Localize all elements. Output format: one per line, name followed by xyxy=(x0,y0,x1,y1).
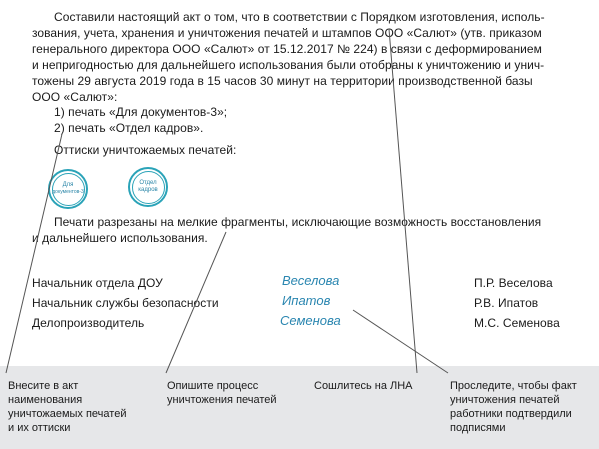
callout-note-line: наименования xyxy=(8,394,83,406)
handwritten-signature: Семенова xyxy=(280,313,341,328)
stamp-text: кадров xyxy=(138,187,158,193)
signer-name: М.С. Семенова xyxy=(474,316,560,330)
callout-note-line: уничтожаемых печатей xyxy=(8,408,127,420)
stamp-imprint xyxy=(128,167,168,207)
stamp-imprint xyxy=(48,169,88,209)
callout-note-line: уничтожения печатей xyxy=(167,394,277,406)
callout-note xyxy=(167,379,307,407)
paragraph-line: и непригодностью для дальнейшего использования были отобраны к уничтожению и унич- xyxy=(32,58,545,72)
imprints-label: Оттиски уничтожаемых печатей: xyxy=(54,143,237,157)
callout-note xyxy=(8,379,158,435)
signer-position: Начальник службы безопасности xyxy=(32,296,219,310)
handwritten-signature: Ипатов xyxy=(282,293,331,308)
callout-note xyxy=(450,379,595,435)
callout-note-line: и их оттиски xyxy=(8,422,71,434)
signer-position: Делопроизводитель xyxy=(32,316,145,330)
paragraph-line: генерального директора ООО «Салют» от 15.12.2017 № 224) в связи с деформированием xyxy=(32,42,542,56)
callout-note-line: работники подтвердили xyxy=(450,408,572,420)
callout-note-line: Опишите процесс xyxy=(167,380,259,392)
paragraph-line: ООО «Салют»: xyxy=(32,90,118,104)
list-item: 1) печать «Для документов-3»; xyxy=(54,105,228,119)
callout-note-line: Внесите в акт xyxy=(8,380,79,392)
callout-note-line: Проследите, чтобы факт xyxy=(450,380,577,392)
callout-note-line: уничтожения печатей xyxy=(450,394,560,406)
stamp-text: документов-3 xyxy=(52,189,84,195)
callout-note-line: подписями xyxy=(450,422,506,434)
signer-name: П.Р. Веселова xyxy=(474,276,553,290)
callout-note-line: Сошлитесь на ЛНА xyxy=(314,380,413,392)
stamp-inner xyxy=(52,173,85,206)
paragraph-line: Печати разрезаны на мелкие фрагменты, исключающие возможность восстановления xyxy=(54,215,542,229)
signer-name: Р.В. Ипатов xyxy=(474,296,539,310)
stamp-inner xyxy=(132,171,165,204)
paragraph-line: и дальнейшего использования. xyxy=(32,231,208,245)
annotation-footer xyxy=(0,366,599,449)
stamp-text: Отдел xyxy=(139,180,157,186)
paragraph-line: зования, учета, хранения и уничтожения печатей и штампов ООО «Салют» (утв. приказом xyxy=(32,26,542,40)
paragraph-line: Составили настоящий акт о том, что в соответствии с Порядком изготовления, исполь- xyxy=(54,10,545,24)
signer-position: Начальник отдела ДОУ xyxy=(32,276,163,290)
callout-note xyxy=(314,379,444,393)
handwritten-signature: Веселова xyxy=(282,273,340,288)
list-item: 2) печать «Отдел кадров». xyxy=(54,121,204,135)
paragraph-line: тожены 29 августа 2019 года в 15 часов 30 минут на территории производственной базы xyxy=(32,74,533,88)
stamp-text: Для xyxy=(62,182,74,188)
